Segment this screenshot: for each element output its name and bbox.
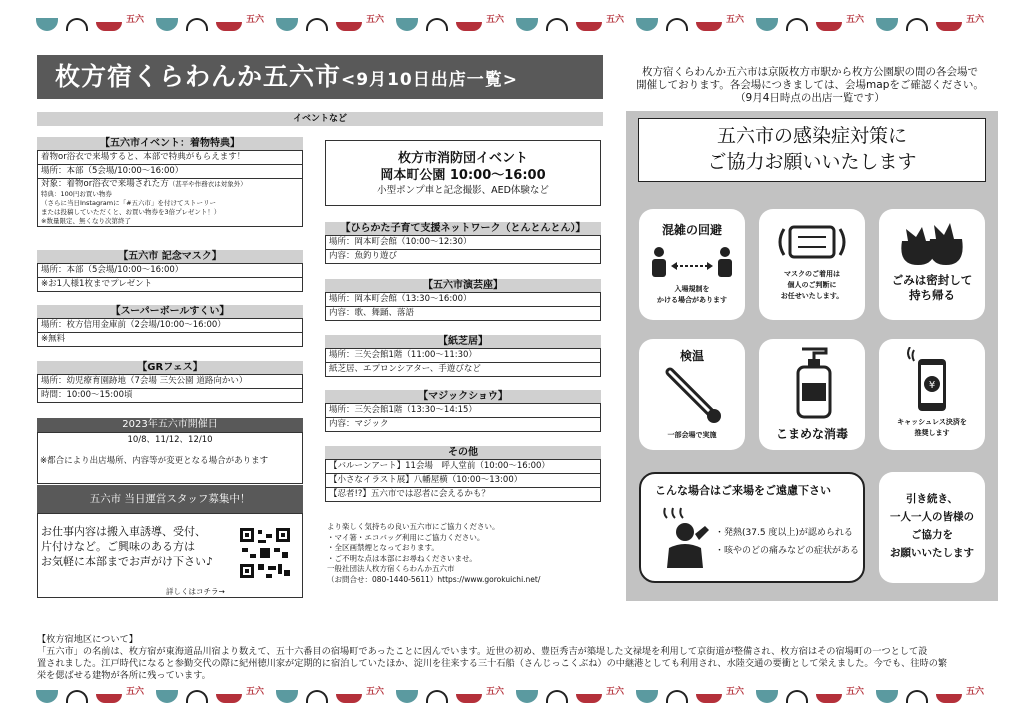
smartphone-yen-icon — [902, 347, 962, 413]
dates-list: 10/8、11/12、12/10 — [127, 435, 213, 445]
pattern-boat-icon — [96, 22, 122, 31]
mask-section — [37, 250, 303, 292]
pattern-bowl-icon — [786, 690, 808, 703]
trash-sub: 持ち帰る — [909, 288, 955, 302]
pattern-teal-icon — [516, 690, 538, 703]
pattern-bowl-icon — [906, 690, 928, 703]
pattern-teal-icon — [636, 18, 658, 31]
dates-box — [37, 432, 303, 484]
panel-title-line: 五六市の感染症対策に — [716, 125, 907, 147]
pattern-teal-icon — [276, 690, 298, 703]
pattern-teal-icon — [876, 18, 898, 31]
intro-line: 枚方宿くらわんか五六市は京阪枚方市駅から枚方公園駅の間の各会場で — [642, 66, 978, 78]
pattern-gk-icon: 五六 — [606, 687, 625, 697]
people-distance-icon — [647, 244, 737, 280]
fire-event-box — [325, 140, 601, 206]
refrain-card — [639, 472, 865, 583]
temperature-card — [639, 339, 745, 450]
pattern-gk-icon: 五六 — [846, 687, 865, 697]
top-pattern-band — [0, 8, 1024, 44]
magic-row: 場所：三矢会館1階（13:30～14:15） — [326, 404, 600, 418]
pattern-bowl-icon — [186, 18, 208, 31]
pattern-gk-icon: 五六 — [126, 15, 145, 25]
notice-line: より楽しく気持ちの良い五六市にご協力ください。 — [327, 522, 500, 531]
kimono-note: 特典：100円お買い物券 — [41, 190, 112, 198]
pattern-gk-icon: 五六 — [726, 687, 745, 697]
superball-row: ※無料 — [41, 334, 66, 344]
pattern-boat-icon — [696, 22, 722, 31]
staff-box — [37, 513, 303, 598]
thanks-card — [879, 472, 985, 583]
mask-box — [37, 263, 303, 292]
notice-line: ・マイ箸・エコバッグ利用にご協力ください。 — [327, 532, 485, 542]
footer-history — [37, 634, 997, 682]
fire-event-desc: 小型ポンプ車と記念撮影、AED体験など — [377, 185, 549, 196]
pattern-boat-icon — [96, 694, 122, 703]
thermometer-icon — [652, 364, 732, 426]
pattern-teal-icon — [396, 18, 418, 31]
magic-header: 【マジックショウ】 — [325, 390, 601, 403]
notice-line: （お問合せ：080-1440-5611）https://www.gorokuichi.net/ — [327, 574, 541, 584]
pattern-teal-icon — [636, 690, 658, 703]
engei-row: 場所：岡本町会館（13:30～16:00） — [326, 293, 600, 307]
cashless-card — [879, 339, 985, 450]
mask-sub: マスクのご着用は — [784, 270, 840, 278]
pattern-gk-icon: 五六 — [726, 15, 745, 25]
engei-box — [325, 292, 601, 321]
kamishibai-section — [325, 335, 601, 377]
pattern-gk-icon: 五六 — [486, 15, 505, 25]
infection-panel-title — [638, 118, 986, 182]
mask-sub: お任せいたします。 — [780, 292, 844, 300]
thanks-line: ご協力を — [911, 529, 953, 541]
refrain-title: こんな場合はご来場をご遠慮下さい — [655, 484, 831, 497]
gr-section — [37, 361, 303, 403]
other-row: 【バルーンアート】11会場 呼人堂前（10:00～16:00） — [326, 460, 600, 474]
pattern-gk-icon: 五六 — [966, 687, 985, 697]
panel-title-line: ご協力お願いいたします — [707, 151, 917, 173]
pattern-gk-icon: 五六 — [246, 15, 265, 25]
pattern-boat-icon — [456, 694, 482, 703]
crowd-title: 混雑の回避 — [661, 223, 722, 237]
pattern-boat-icon — [936, 22, 962, 31]
pattern-bowl-icon — [666, 18, 688, 31]
other-box — [325, 459, 601, 502]
pattern-bowl-icon — [426, 690, 448, 703]
kamishibai-box — [325, 348, 601, 377]
pattern-teal-icon — [396, 690, 418, 703]
pattern-boat-icon — [456, 22, 482, 31]
svg-text:¥: ¥ — [928, 380, 936, 391]
pattern-teal-icon — [516, 18, 538, 31]
other-row: 【小さなイラスト展】八幡屋横（10:00～13:00） — [326, 474, 600, 488]
engei-header: 【五六市演芸座】 — [325, 279, 601, 292]
pattern-bowl-icon — [546, 690, 568, 703]
mask-row: 場所：本部（5会場/10:00～16:00） — [38, 264, 302, 278]
mask-sub: 個人のご判断に — [787, 281, 837, 289]
superball-header: 【スーパーボールすくい】 — [37, 305, 303, 318]
pattern-boat-icon — [816, 694, 842, 703]
kosodate-row: 場所：岡本町会館（10:00～12:30） — [326, 236, 600, 250]
cashless-sub: キャッシュレス決済を — [897, 418, 967, 426]
pattern-teal-icon — [36, 18, 58, 31]
mask-icon — [772, 219, 852, 265]
trash-card — [879, 209, 985, 320]
kimono-target — [38, 179, 302, 190]
dates-section — [37, 418, 303, 484]
pattern-bowl-icon — [786, 18, 808, 31]
kosodate-header: 【ひらかた子育て支援ネットワーク（とんとんとん）】 — [325, 222, 601, 235]
pattern-bowl-icon — [906, 18, 928, 31]
kimono-section — [37, 137, 303, 227]
pattern-boat-icon — [576, 694, 602, 703]
pattern-bowl-icon — [66, 18, 88, 31]
intro-line: （9月4日時点の出店一覧です） — [735, 92, 885, 104]
thanks-line: 一人一人の皆様の — [890, 511, 974, 523]
kimono-note: ※数量限定、無くなり次第終了 — [41, 217, 131, 225]
crowd-sub: 入場規制を — [674, 285, 710, 293]
pattern-boat-icon — [816, 22, 842, 31]
thanks-line: 引き続き、 — [905, 493, 959, 505]
footer-line: 栄を偲ばせる建物が各所に残っています。 — [37, 670, 211, 681]
pattern-bowl-icon — [186, 690, 208, 703]
superball-row: 場所：枚方信用金庫前（2会場/10:00～16:00） — [38, 319, 302, 333]
pattern-teal-icon — [276, 18, 298, 31]
disinfect-sub: こまめな消毒 — [775, 427, 848, 441]
kosodate-section — [325, 222, 601, 264]
pattern-boat-icon — [576, 22, 602, 31]
staff-header: 五六市 当日運営スタッフ募集中！ — [37, 485, 303, 513]
dates-note: ※都合により出店場所、内容等が変更となる場合があります — [40, 456, 269, 466]
pattern-bowl-icon — [306, 690, 328, 703]
pattern-gk-icon: 五六 — [966, 15, 985, 25]
pattern-teal-icon — [156, 18, 178, 31]
refrain-item: ・発熱(37.5 度以上)が認められる — [715, 528, 853, 538]
staff-line: お仕事内容は搬入車誘導、受付、 — [41, 525, 206, 538]
pattern-gk-icon: 五六 — [366, 687, 385, 697]
magic-section — [325, 390, 601, 432]
footer-line: 置されました。江戸時代になると参勤交代の際に紀州徳川家が定期的に宿泊していたほか、淀川を往来する三十石船（さんじっこくぶね）の中継港としても利用され、水陸交通の要衝として栄えました。今でも、往時の繁 — [37, 658, 948, 669]
pattern-boat-icon — [216, 22, 242, 31]
kimono-note: または投稿していただくと、お買い物券を3倍プレゼント！） — [41, 208, 221, 216]
magic-box — [325, 403, 601, 432]
kosodate-box — [325, 235, 601, 264]
refrain-item: ・咳やのどの痛みなどの症状がある — [715, 546, 860, 556]
magic-row: 内容：マジック — [329, 419, 389, 429]
crowd-card — [639, 209, 745, 320]
notice-line: ・全区画禁煙となっております。 — [327, 543, 439, 552]
staff-section — [37, 485, 303, 598]
mask-header: 【五六市 記念マスク】 — [37, 250, 303, 263]
pattern-gk-icon: 五六 — [246, 687, 265, 697]
pattern-bowl-icon — [666, 690, 688, 703]
staff-line: 片付けなど。ご興味のある方は — [41, 540, 195, 553]
temperature-sub: 一部会場で実施 — [667, 431, 717, 439]
kimono-box — [37, 150, 303, 227]
notice-text — [327, 522, 603, 585]
pattern-bowl-icon — [66, 690, 88, 703]
gr-row: 時間：10:00～15:00頃 — [41, 390, 133, 400]
kimono-target-note: （甚平や作務衣は対象外） — [168, 180, 247, 188]
page-title-sub: <9月10日出店一覧> — [341, 70, 518, 90]
disinfect-card — [759, 339, 865, 450]
kamishibai-header: 【紙芝居】 — [325, 335, 601, 348]
events-section-bar: イベントなど — [37, 112, 603, 126]
notice-line: 一般社団法人枚方宿くらわんか五六市 — [327, 564, 455, 573]
staff-more-link[interactable]: 詳しくはコチラ→ — [166, 587, 225, 596]
temperature-title: 検温 — [679, 349, 704, 363]
dates-header: 2023年五六市開催日 — [37, 418, 303, 432]
cashless-sub: 推奨します — [914, 429, 950, 437]
kosodate-row: 内容：魚釣り遊び — [329, 251, 398, 261]
kamishibai-row: 紙芝居、エプロンシアター、手遊びなど — [329, 364, 481, 374]
notice-line: ・ご不明な点は本部にお尋ねくださいませ。 — [327, 553, 477, 563]
bottom-pattern-band — [0, 680, 1024, 716]
footer-heading: 【枚方宿地区について】 — [37, 634, 138, 645]
pattern-boat-icon — [696, 694, 722, 703]
mask-row: ※お1人様1枚までプレゼント — [41, 279, 153, 289]
pattern-teal-icon — [756, 18, 778, 31]
kimono-header: 【五六市イベント：着物特典】 — [37, 137, 303, 150]
pattern-boat-icon — [936, 694, 962, 703]
thanks-line: お願いいたします — [890, 547, 974, 559]
pattern-gk-icon: 五六 — [606, 15, 625, 25]
staff-line: お気軽に本部までお声がけ下さい♪ — [41, 555, 214, 568]
page-title-main: 枚方宿くらわんか五六市 — [55, 62, 342, 91]
qr-code[interactable] — [238, 526, 292, 580]
trash-bag-icon — [892, 219, 972, 269]
fire-event-place: 岡本町公園 10:00～16:00 — [380, 168, 546, 183]
pattern-teal-icon — [36, 690, 58, 703]
sick-person-icon — [655, 504, 711, 570]
other-row: 【忍者!?】五六市では忍者に会えるかも？ — [329, 489, 490, 499]
kamishibai-row: 場所：三矢会館1階（11:00～11:30） — [326, 349, 600, 363]
sanitizer-bottle-icon — [782, 345, 842, 421]
other-header: その他 — [325, 446, 601, 459]
mask-card — [759, 209, 865, 320]
pattern-bowl-icon — [426, 18, 448, 31]
trash-sub: ごみは密封して — [891, 273, 973, 287]
pattern-gk-icon: 五六 — [846, 15, 865, 25]
intro-text — [620, 66, 1000, 105]
pattern-boat-icon — [336, 694, 362, 703]
engei-row: 内容：歌、舞踊、落語 — [329, 308, 415, 318]
pattern-teal-icon — [876, 690, 898, 703]
gr-row: 場所：幼児療育園跡地（7会場 三矢公園 道路向かい） — [38, 375, 302, 389]
pattern-gk-icon: 五六 — [366, 15, 385, 25]
gr-header: 【GRフェス】 — [37, 361, 303, 374]
footer-line: 「五六市」の名前は、枚方宿が東海道品川宿より数えて、五十六番目の宿場町であったことに因んでいます。近世の初め、豊臣秀吉が築堤した文禄堤を利用して京街道が整備され、枚方宿はその宿場町の一つとして設 — [37, 646, 928, 657]
pattern-gk-icon: 五六 — [126, 687, 145, 697]
pattern-boat-icon — [216, 694, 242, 703]
pattern-bowl-icon — [546, 18, 568, 31]
gr-box — [37, 374, 303, 403]
superball-box — [37, 318, 303, 347]
kimono-note: （さらに当日Instagramに「#五六市」を付けてストーリー — [41, 199, 217, 207]
other-section — [325, 446, 601, 502]
kimono-target-text: 対象：着物or浴衣で来場された方 — [41, 179, 169, 189]
pattern-boat-icon — [336, 22, 362, 31]
pattern-teal-icon — [756, 690, 778, 703]
refrain-list — [715, 524, 859, 560]
pattern-teal-icon — [156, 690, 178, 703]
kimono-row: 着物or浴衣で来場すると、本部で特典がもらえます！ — [38, 151, 302, 165]
superball-section — [37, 305, 303, 347]
engei-section — [325, 279, 601, 321]
pattern-gk-icon: 五六 — [486, 687, 505, 697]
kimono-row: 場所：本部（5会場/10:00～16:00） — [38, 165, 302, 179]
intro-line: 開催しております。各会場につきましては、会場mapをご確認ください。 — [636, 79, 984, 91]
crowd-sub: かける場合があります — [657, 296, 727, 304]
page-title — [37, 55, 603, 99]
fire-event-title: 枚方市消防団イベント — [397, 151, 528, 166]
pattern-bowl-icon — [306, 18, 328, 31]
